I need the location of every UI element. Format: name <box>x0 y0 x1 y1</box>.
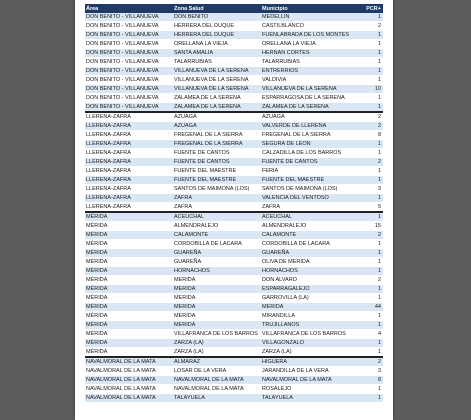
cell-zona-salud: AZUAGA <box>173 122 261 131</box>
cell-pcr: 1 <box>364 267 383 276</box>
cell-municipio: ESPARRAGOSA DE LA SERENA <box>261 94 364 103</box>
cell-area: LLERENA-ZAFRA <box>85 149 173 158</box>
cell-pcr: 1 <box>364 176 383 185</box>
table-row <box>85 385 383 394</box>
cell-zona-salud: ZALAMEA DE LA SERENA <box>173 94 261 103</box>
cell-municipio: VALENCIA DEL VENTOSO <box>261 194 364 203</box>
table-row <box>85 294 383 303</box>
table-row <box>85 303 383 312</box>
cell-pcr: 1 <box>364 258 383 267</box>
cell-zona-salud: NAVALMORAL DE LA MATA <box>173 385 261 394</box>
cell-pcr: 2 <box>364 22 383 31</box>
cell-zona-salud: HERRERA DEL DUQUE <box>173 31 261 40</box>
table-row <box>85 249 383 258</box>
table-row <box>85 67 383 76</box>
table-row <box>85 276 383 285</box>
table-row <box>85 222 383 231</box>
cell-pcr: 1 <box>364 40 383 49</box>
cell-municipio: HORNACHOS <box>261 267 364 276</box>
cell-municipio: ALMENDRALEJO <box>261 222 364 231</box>
cell-municipio: CALZADILLA DE LOS BARROS <box>261 149 364 158</box>
cell-pcr: 2 <box>364 231 383 240</box>
cell-zona-salud: ALMARAZ <box>173 357 261 367</box>
cell-pcr: 1 <box>364 140 383 149</box>
cell-area: DON BENITO - VILLANUEVA <box>85 94 173 103</box>
table-row <box>85 285 383 294</box>
cell-pcr: 1 <box>364 103 383 113</box>
cell-area: LLERENA-ZAFRA <box>85 112 173 122</box>
table-row <box>85 103 383 113</box>
table-row <box>85 194 383 203</box>
cell-pcr: 8 <box>364 376 383 385</box>
cell-zona-salud: CORDOBILLA DE LACARA <box>173 240 261 249</box>
table-row <box>85 339 383 348</box>
cell-pcr: 1 <box>364 312 383 321</box>
table-row <box>85 112 383 122</box>
cell-pcr: 3 <box>364 185 383 194</box>
cell-municipio: CORDOBILLA DE LACARA <box>261 240 364 249</box>
table-row <box>85 176 383 185</box>
table-row <box>85 330 383 339</box>
cell-area: MÉRIDA <box>85 312 173 321</box>
cell-pcr: 1 <box>364 339 383 348</box>
cell-zona-salud: VILLANUEVA DE LA SERENA <box>173 67 261 76</box>
cell-pcr: 1 <box>364 212 383 222</box>
cell-area: MÉRIDA <box>85 212 173 222</box>
cell-pcr: 2 <box>364 276 383 285</box>
header-pcr: PCR+ <box>364 4 383 13</box>
cell-area: NAVALMORAL DE LA MATA <box>85 367 173 376</box>
cell-municipio: GARROVILLA (LA) <box>261 294 364 303</box>
cell-municipio: OLIVA DE MERIDA <box>261 258 364 267</box>
cell-zona-salud: MERIDA <box>173 312 261 321</box>
cell-area: DON BENITO - VILLANUEVA <box>85 103 173 113</box>
cell-zona-salud: ACEUCHAL <box>173 212 261 222</box>
table-header-row <box>85 4 383 13</box>
table-row <box>85 240 383 249</box>
pcr-table <box>85 4 383 403</box>
cell-municipio: ZARZA (LA) <box>261 348 364 358</box>
cell-municipio: CALAMONTE <box>261 231 364 240</box>
header-zona-salud: Zona Salud <box>173 4 261 13</box>
cell-municipio: NAVALMORAL DE LA MATA <box>261 376 364 385</box>
table-row <box>85 376 383 385</box>
header-municipio: Municipio <box>261 4 364 13</box>
header-area: Área <box>85 4 173 13</box>
cell-zona-salud: MERIDA <box>173 285 261 294</box>
cell-zona-salud: VILLAFRANCA DE LOS BARROS <box>173 330 261 339</box>
cell-area: DON BENITO - VILLANUEVA <box>85 13 173 22</box>
cell-area: LLERENA-ZAFRA <box>85 131 173 140</box>
cell-municipio: MERIDA <box>261 303 364 312</box>
cell-zona-salud: MERIDA <box>173 321 261 330</box>
cell-area: DON BENITO - VILLANUEVA <box>85 31 173 40</box>
cell-municipio: ZAFRA <box>261 203 364 213</box>
table-row <box>85 321 383 330</box>
cell-municipio: TALAYUELA <box>261 394 364 403</box>
cell-area: LLERENA-ZAFRA <box>85 176 173 185</box>
cell-area: MÉRIDA <box>85 276 173 285</box>
cell-area: MÉRIDA <box>85 240 173 249</box>
cell-zona-salud: GUAREÑA <box>173 249 261 258</box>
cell-zona-salud: VILLANUEVA DE LA SERENA <box>173 85 261 94</box>
cell-pcr: 1 <box>364 194 383 203</box>
cell-zona-salud: TALARRUBIAS <box>173 58 261 67</box>
cell-area: MÉRIDA <box>85 339 173 348</box>
cell-municipio: VILLANUEVA DE LA SERENA <box>261 85 364 94</box>
cell-area: MÉRIDA <box>85 231 173 240</box>
cell-pcr: 1 <box>364 385 383 394</box>
cell-municipio: SANTOS DE MAIMONA (LOS) <box>261 185 364 194</box>
cell-zona-salud: NAVALMORAL DE LA MATA <box>173 376 261 385</box>
cell-area: MÉRIDA <box>85 222 173 231</box>
cell-municipio: ENTRERRIOS <box>261 67 364 76</box>
cell-municipio: AZUAGA <box>261 112 364 122</box>
cell-area: NAVALMORAL DE LA MATA <box>85 394 173 403</box>
cell-area: DON BENITO - VILLANUEVA <box>85 76 173 85</box>
cell-area: MÉRIDA <box>85 285 173 294</box>
cell-municipio: ROSALEJO <box>261 385 364 394</box>
cell-pcr: 8 <box>364 131 383 140</box>
cell-zona-salud: ZARZA (LA) <box>173 339 261 348</box>
cell-area: LLERENA-ZAFRA <box>85 158 173 167</box>
cell-municipio: ZALAMEA DE LA SERENA <box>261 103 364 113</box>
cell-pcr: 1 <box>364 58 383 67</box>
cell-municipio: MIRANDILLA <box>261 312 364 321</box>
table-row <box>85 85 383 94</box>
cell-zona-salud: VILLANUEVA DE LA SERENA <box>173 76 261 85</box>
table-row <box>85 140 383 149</box>
cell-pcr: 1 <box>364 31 383 40</box>
cell-municipio: SEGURA DE LEON <box>261 140 364 149</box>
cell-area: LLERENA-ZAFRA <box>85 122 173 131</box>
cell-area: MÉRIDA <box>85 258 173 267</box>
cell-area: LLERENA-ZAFRA <box>85 185 173 194</box>
cell-zona-salud: ZAFRA <box>173 194 261 203</box>
table-row <box>85 58 383 67</box>
cell-municipio: FUENTE DE CANTOS <box>261 158 364 167</box>
document-page <box>75 0 393 420</box>
cell-zona-salud: MERIDA <box>173 294 261 303</box>
table-row <box>85 312 383 321</box>
cell-pcr: 1 <box>364 13 383 22</box>
cell-zona-salud: ORELLANA LA VIEJA <box>173 40 261 49</box>
cell-municipio: TALARRUBIAS <box>261 58 364 67</box>
cell-municipio: VALDIVIA <box>261 76 364 85</box>
cell-zona-salud: MERIDA <box>173 303 261 312</box>
cell-zona-salud: MERIDA <box>173 276 261 285</box>
cell-area: LLERENA-ZAFRA <box>85 203 173 213</box>
cell-area: NAVALMORAL DE LA MATA <box>85 376 173 385</box>
cell-zona-salud: SANTA AMALIA <box>173 49 261 58</box>
cell-area: MÉRIDA <box>85 267 173 276</box>
cell-zona-salud: ZALAMEA DE LA SERENA <box>173 103 261 113</box>
cell-municipio: FUENTE DEL MAESTRE <box>261 176 364 185</box>
table-row <box>85 185 383 194</box>
cell-area: LLERENA-ZAFRA <box>85 194 173 203</box>
cell-area: LLERENA-ZAFRA <box>85 140 173 149</box>
cell-municipio: MEDELLIN <box>261 13 364 22</box>
table-row <box>85 76 383 85</box>
cell-pcr: 2 <box>364 112 383 122</box>
table-row <box>85 40 383 49</box>
cell-zona-salud: DON BENITO <box>173 13 261 22</box>
cell-area: DON BENITO - VILLANUEVA <box>85 58 173 67</box>
table-row <box>85 22 383 31</box>
cell-zona-salud: LOSAR DE LA VERA <box>173 367 261 376</box>
cell-zona-salud: HERRERA DEL DUQUE <box>173 22 261 31</box>
cell-pcr: 1 <box>364 49 383 58</box>
cell-pcr: 1 <box>364 249 383 258</box>
cell-municipio: DON ALVARO <box>261 276 364 285</box>
table-row <box>85 167 383 176</box>
table-row <box>85 49 383 58</box>
cell-municipio: FERIA <box>261 167 364 176</box>
cell-zona-salud: AZUAGA <box>173 112 261 122</box>
cell-pcr: 2 <box>364 122 383 131</box>
table-row <box>85 131 383 140</box>
cell-zona-salud: HORNACHOS <box>173 267 261 276</box>
cell-pcr: 1 <box>364 285 383 294</box>
cell-zona-salud: FUENTE DEL MAESTRE <box>173 167 261 176</box>
cell-pcr: 3 <box>364 367 383 376</box>
cell-zona-salud: FUENTE DE CANTOS <box>173 158 261 167</box>
cell-municipio: ORELLANA LA VIEJA <box>261 40 364 49</box>
table-row <box>85 267 383 276</box>
cell-zona-salud: ALMENDRALEJO <box>173 222 261 231</box>
cell-pcr: 2 <box>364 357 383 367</box>
cell-pcr: 1 <box>364 76 383 85</box>
cell-area: DON BENITO - VILLANUEVA <box>85 49 173 58</box>
cell-pcr: 1 <box>364 394 383 403</box>
table-body <box>85 13 383 403</box>
cell-municipio: HERNAN CORTES <box>261 49 364 58</box>
cell-zona-salud: CALAMONTE <box>173 231 261 240</box>
cell-pcr: 1 <box>364 294 383 303</box>
cell-municipio: CASTILBLANCO <box>261 22 364 31</box>
cell-area: MÉRIDA <box>85 321 173 330</box>
table-row <box>85 122 383 131</box>
cell-municipio: GUAREÑA <box>261 249 364 258</box>
cell-zona-salud: FUENTE DE CANTOS <box>173 149 261 158</box>
cell-pcr: 1 <box>364 94 383 103</box>
cell-area: DON BENITO - VILLANUEVA <box>85 40 173 49</box>
table-row <box>85 367 383 376</box>
cell-area: DON BENITO - VILLANUEVA <box>85 22 173 31</box>
cell-zona-salud: TALAYUELA <box>173 394 261 403</box>
cell-area: DON BENITO - VILLANUEVA <box>85 67 173 76</box>
table-row <box>85 394 383 403</box>
table-row <box>85 13 383 22</box>
cell-area: NAVALMORAL DE LA MATA <box>85 357 173 367</box>
cell-pcr: 15 <box>364 222 383 231</box>
table-row <box>85 212 383 222</box>
cell-municipio: FREGENAL DE LA SIERRA <box>261 131 364 140</box>
cell-pcr: 1 <box>364 240 383 249</box>
table-row <box>85 348 383 358</box>
cell-zona-salud: ZAFRA <box>173 203 261 213</box>
cell-pcr: 4 <box>364 330 383 339</box>
cell-municipio: ESPARRAGALEJO <box>261 285 364 294</box>
cell-municipio: TRUJILLANOS <box>261 321 364 330</box>
cell-municipio: VILLAGONZALO <box>261 339 364 348</box>
cell-pcr: 44 <box>364 303 383 312</box>
cell-municipio: JARANDILLA DE LA VERA <box>261 367 364 376</box>
table-row <box>85 258 383 267</box>
cell-area: DON BENITO - VILLANUEVA <box>85 85 173 94</box>
cell-zona-salud: GUAREÑA <box>173 258 261 267</box>
cell-pcr: 1 <box>364 67 383 76</box>
table-row <box>85 231 383 240</box>
cell-zona-salud: SANTOS DE MAIMONA (LOS) <box>173 185 261 194</box>
cell-zona-salud: FREGENAL DE LA SIERRA <box>173 140 261 149</box>
cell-pcr: 2 <box>364 158 383 167</box>
cell-area: MÉRIDA <box>85 249 173 258</box>
cell-pcr: 1 <box>364 348 383 358</box>
cell-zona-salud: FREGENAL DE LA SIERRA <box>173 131 261 140</box>
cell-area: MÉRIDA <box>85 294 173 303</box>
cell-pcr: 1 <box>364 149 383 158</box>
cell-area: MÉRIDA <box>85 348 173 358</box>
cell-municipio: ACEUCHAL <box>261 212 364 222</box>
table-row <box>85 203 383 213</box>
table-row <box>85 149 383 158</box>
cell-pcr: 1 <box>364 167 383 176</box>
cell-municipio: VILLAFRANCA DE LOS BARROS <box>261 330 364 339</box>
table-row <box>85 158 383 167</box>
table-row <box>85 31 383 40</box>
table-row <box>85 357 383 367</box>
cell-pcr: 10 <box>364 85 383 94</box>
cell-area: MÉRIDA <box>85 303 173 312</box>
cell-municipio: FUENLABRADA DE LOS MONTES <box>261 31 364 40</box>
cell-area: NAVALMORAL DE LA MATA <box>85 385 173 394</box>
cell-municipio: HIGUERA <box>261 357 364 367</box>
cell-zona-salud: ZARZA (LA) <box>173 348 261 358</box>
cell-area: MÉRIDA <box>85 330 173 339</box>
cell-zona-salud: FUENTE DEL MAESTRE <box>173 176 261 185</box>
cell-area: LLERENA-ZAFRA <box>85 167 173 176</box>
table-row <box>85 94 383 103</box>
cell-pcr: 1 <box>364 321 383 330</box>
cell-municipio: VALVERDE DE LLERENA <box>261 122 364 131</box>
cell-pcr: 5 <box>364 203 383 213</box>
